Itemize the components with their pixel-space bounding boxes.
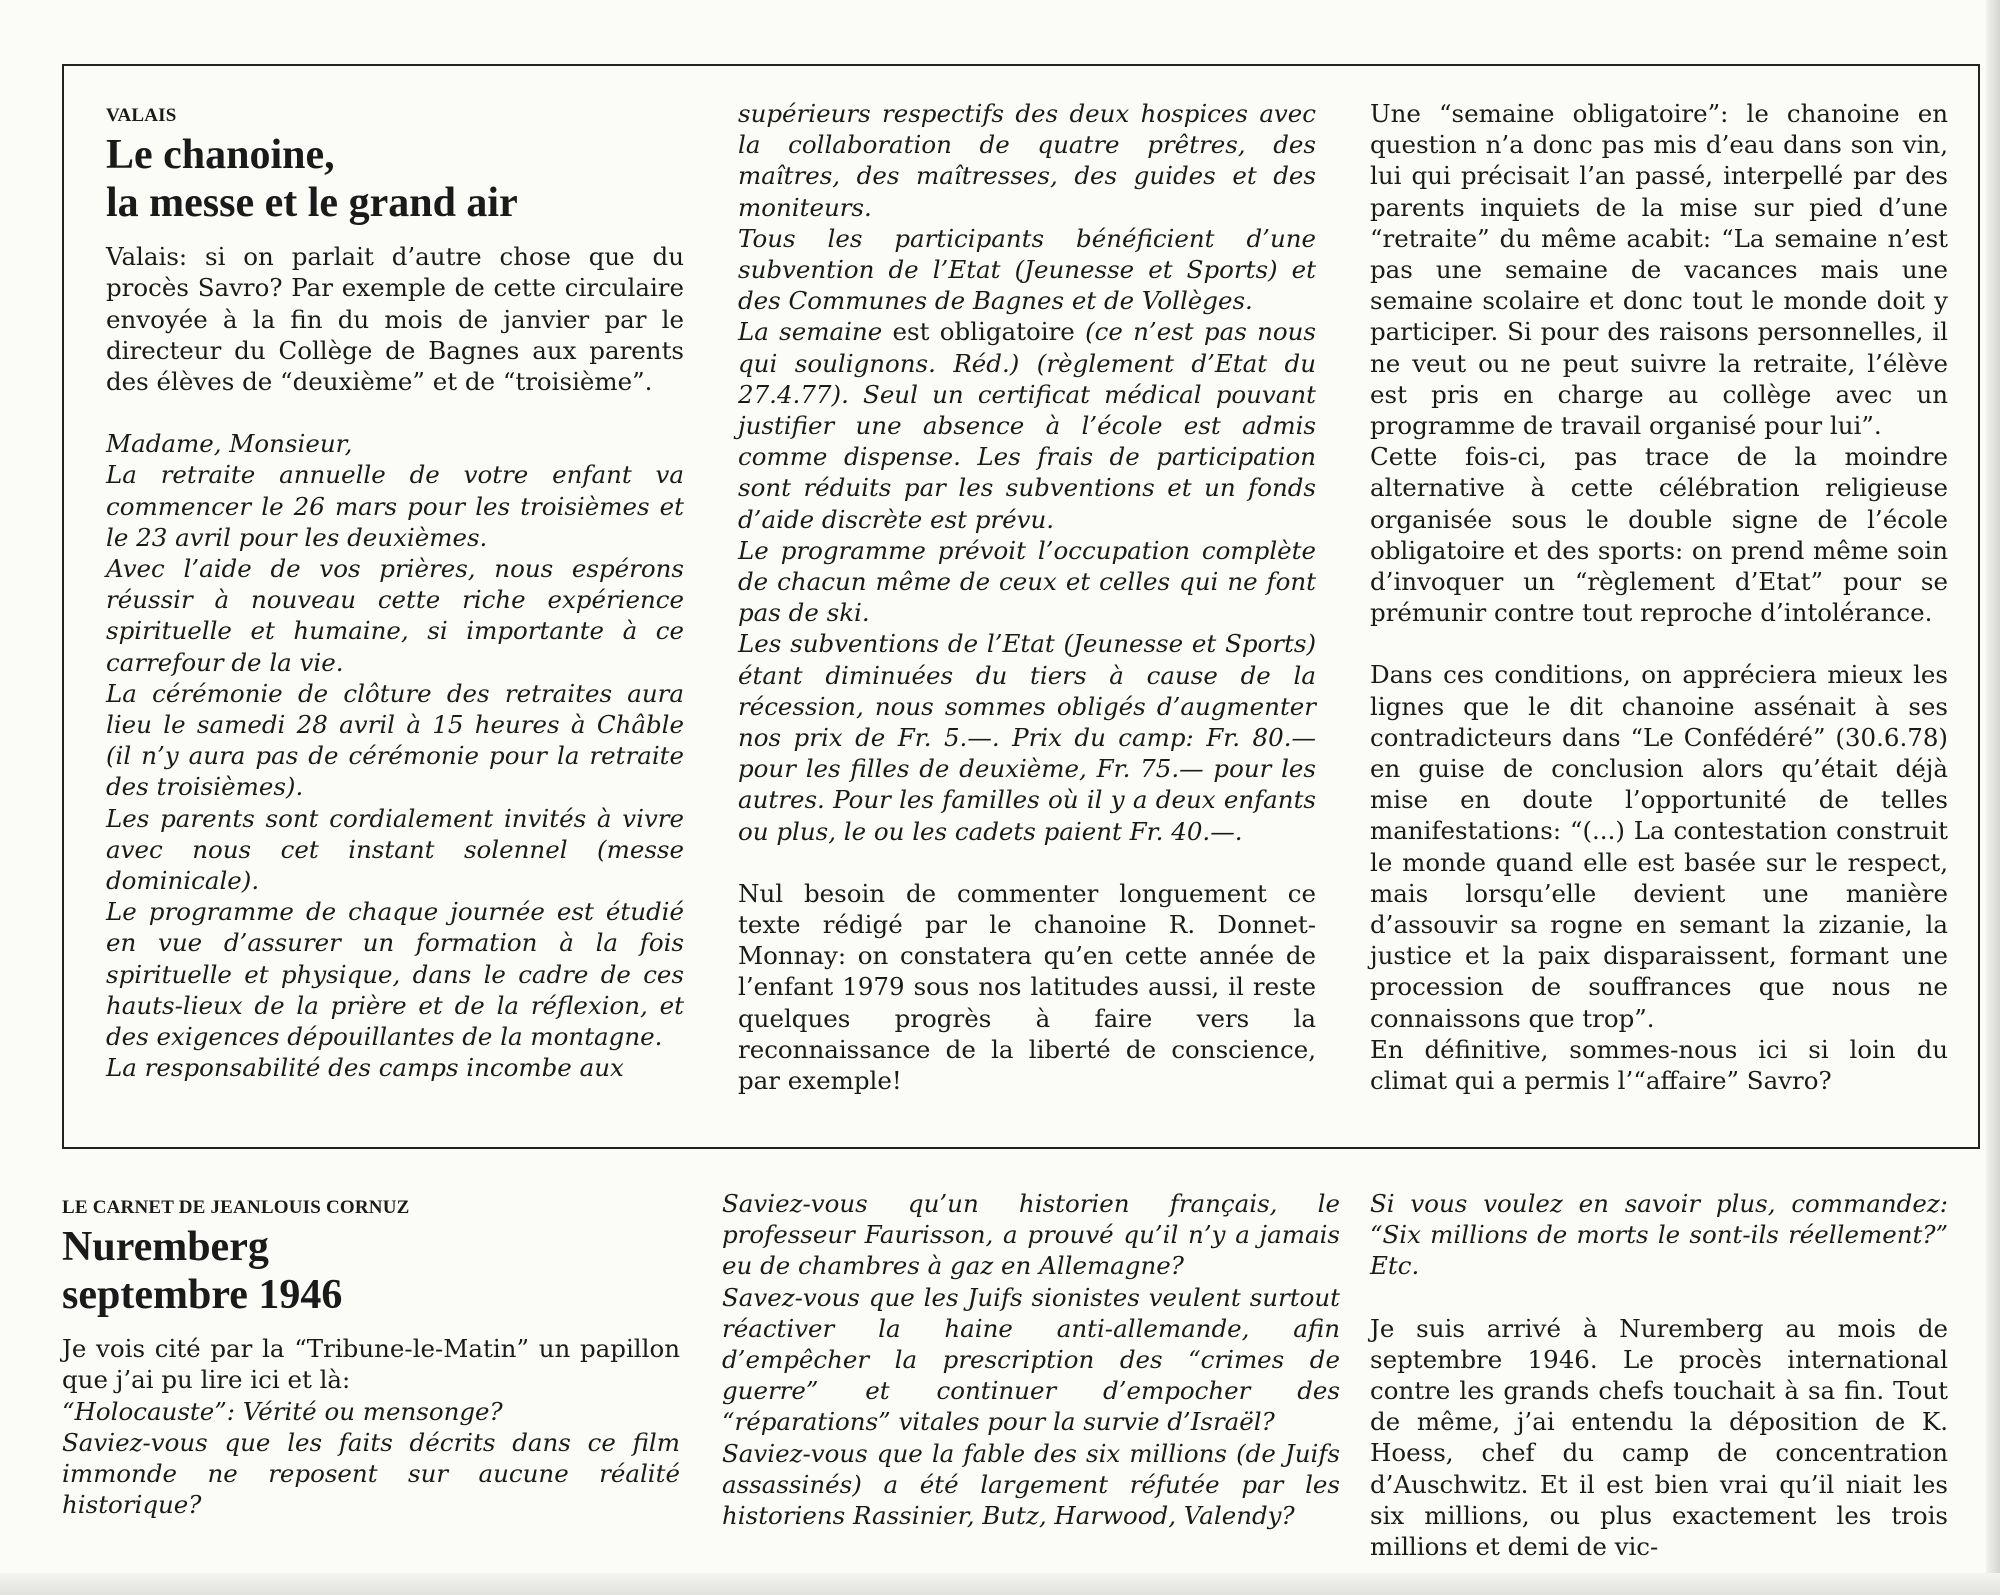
article1-headline bbox=[106, 131, 684, 227]
leaflet-quote: Saviez-vous qu’un historien français, le professeur Faurisson, a prouvé qu’il n’y a jamais eu de chambres à gaz en Allemagne? bbox=[722, 1189, 1340, 1281]
letter-paragraph: La responsabilité des camps incombe aux bbox=[106, 1053, 624, 1083]
article2-kicker: LE CARNET DE JEANLOUIS CORNUZ bbox=[62, 1197, 410, 1218]
article1-column-3 bbox=[1370, 98, 1948, 1096]
emphasis-italic: La semaine bbox=[738, 317, 883, 347]
emphasis-italic: (ce n’est pas nous qui soulignons. Réd.) (règlement d’Etat du 27.4.77). Seul un certificat médical pouvant justifier une absence à l’école est admis comme dispense. Les frais de participation sont réduits par les subventions et un fonds d’aide discrète est prévu. bbox=[738, 317, 1316, 534]
article1-column-1 bbox=[106, 100, 684, 1083]
article1-kicker: VALAIS bbox=[106, 105, 177, 126]
article1-headline-line2: la messe et le grand air bbox=[106, 180, 518, 227]
letter-paragraph: La cérémonie de clôture des retraites aura lieu le samedi 28 avril à 15 heures à Châble (il n’y aura pas de cérémonie pour la retraite des troisièmes). bbox=[106, 678, 684, 802]
leaflet-quote: Savez-vous que les Juifs sionistes veulent surtout réactiver la haine anti-allemande, afin d’empêcher la prescription des “crimes de guerre” et continuer d’empocher des “réparations” vitales pour la survie d’Israël? bbox=[722, 1282, 1340, 1437]
leaflet-quote: Saviez-vous que les faits décrits dans ce film immonde ne reposent sur aucune réalité historique? bbox=[62, 1427, 680, 1520]
article2-headline-line2: septembre 1946 bbox=[62, 1272, 343, 1319]
commentary-paragraph: Cette fois-ci, pas trace de la moindre alternative à cette célébration religieuse organisée sous le double signe de l’école obligatoire et des sports: on prend même soin d’invoquer un “règlement d’Etat” pour se prémunir contre tout reproche d’intolérance. bbox=[1370, 442, 1948, 628]
article2-headline-line1: Nuremberg bbox=[62, 1224, 269, 1271]
page-bottom-edge bbox=[0, 1573, 2000, 1595]
commentary-paragraph: Dans ces conditions, on appréciera mieux les lignes que le dit chanoine assénait à ses contradicteurs dans “Le Confédéré” (30.6.78) en guise de conclusion alors qu’était déjà mise en doute l’opportunité de telles manifestations: “(...) La contestation construit le monde quand elle est basée sur le respect, mais lorsqu’elle devient une manière d’assouvir sa rogne en semant la zizanie, la justice et la paix disparaissent, formant une procession de souffrances que nous ne connaissons que trop”. bbox=[1370, 660, 1948, 1033]
article2-column-3 bbox=[1370, 1188, 1948, 1562]
letter-paragraph: Tous les participants bénéficient d’une subvention de l’Etat (Jeunesse et Sports) et des Communes de Bagnes et de Vollèges. bbox=[738, 223, 1316, 316]
article2-column-2 bbox=[722, 1188, 1340, 1531]
letter-paragraph: Les parents sont cordialement invités à vivre avec nous cet instant solennel (messe dominicale). bbox=[106, 803, 684, 896]
article1-intro: Valais: si on parlait d’autre chose que du procès Savro? Par exemple de cette circulaire envoyée à la fin du mois de janvier par le directeur du Collège de Bagnes aux parents des élèves de “deuxième” et de “troisième”. bbox=[106, 242, 684, 397]
article1-headline-line1: Le chanoine, bbox=[106, 132, 335, 179]
letter-paragraph: Le programme de chaque journée est étudié en vue d’assurer un formation à la fois spirituelle et physique, dans le cadre de ces hauts-lieux de la prière et de la réflexion, et des exigences dépouillantes de la montagne. bbox=[106, 897, 684, 1052]
letter-paragraph: supérieurs respectifs des deux hospices avec la collaboration de quatre prêtres, des maîtres, des maîtresses, des guides et des moniteurs. bbox=[738, 99, 1316, 222]
article2-body-paragraph: Je suis arrivé à Nuremberg au mois de septembre 1946. Le procès international contre les grands chefs touchait à sa fin. Tout de même, j’ai entendu la déposition de K. Hoess, chef du camp de concentration d’Auschwitz. Et il est bien vrai qu’il niait les six millions, ou plus exactement les trois millions et demi de vic- bbox=[1370, 1313, 1948, 1562]
page-edge-shadow bbox=[1986, 0, 2000, 1595]
letter-paragraph: La retraite annuelle de votre enfant va commencer le 26 mars pour les troisièmes et le 23 avril pour les deuxièmes. bbox=[106, 460, 684, 552]
letter-paragraph: Avec l’aide de vos prières, nous espérons réussir à nouveau cette riche expérience spirituelle et humaine, si importante à ce carrefour de la vie. bbox=[106, 554, 684, 677]
article1-column-2 bbox=[738, 98, 1316, 1096]
article2-headline bbox=[62, 1223, 680, 1319]
commentary-paragraph: Une “semaine obligatoire”: le chanoine en question n’a donc pas mis d’eau dans son vin, lui qui précisait l’an passé, interpellé par des parents inquiets de la mise sur pied d’une “retraite” du même acabit: “La semaine n’est pas une semaine de vacances mais une semaine scolaire et donc tout le monde doit y participer. Si pour des raisons personnelles, il ne veut ou ne peut suivre la retraite, l’élève est pris en charge au collège avec un programme de travail organisé pour lui”. bbox=[1370, 99, 1948, 441]
letter-paragraph: Les subventions de l’Etat (Jeunesse et Sports) étant diminuées du tiers à cause de la récession, nous sommes obligés d’augmenter nos prix de Fr. 5.—. Prix du camp: Fr. 80.— pour les filles de deuxième, Fr. 75.— pour les autres. Pour les familles où il y a deux enfants ou plus, le ou les cadets paient Fr. 40.—. bbox=[738, 629, 1316, 846]
letter-salutation: Madame, Monsieur, bbox=[106, 429, 353, 459]
letter-paragraph-emphasis bbox=[738, 316, 1316, 534]
commentary-paragraph: Nul besoin de commenter longuement ce texte rédigé par le chanoine R. Donnet-Monnay: on constatera qu’en cette année de l’enfant 1979 sous nos latitudes aussi, il reste quelques progrès à faire vers la reconnaissance de la liberté de conscience, par exemple! bbox=[738, 878, 1316, 1096]
leaflet-quote: Si vous voulez en savoir plus, commandez: “Six millions de morts le sont-ils réellement?” Etc. bbox=[1370, 1189, 1948, 1281]
emphasis-roman: est obligatoire bbox=[882, 317, 1086, 347]
commentary-paragraph: En définitive, sommes-nous ici si loin du climat qui a permis l’“affaire” Savro? bbox=[1370, 1034, 1948, 1096]
letter-paragraph: Le programme prévoit l’occupation complète de chacun même de ceux et celles qui ne font pas de ski. bbox=[738, 535, 1316, 628]
article2-column-1 bbox=[62, 1192, 680, 1520]
leaflet-quote: “Holocauste”: Vérité ou mensonge? bbox=[62, 1396, 503, 1426]
article2-intro: Je vois cité par la “Tribune-le-Matin” un papillon que j’ai pu lire ici et là: bbox=[62, 1334, 680, 1395]
leaflet-quote: Saviez-vous que la fable des six millions (de Juifs assassinés) a été largement réfutée par les historiens Rassinier, Butz, Harwood, Valendy? bbox=[722, 1438, 1340, 1531]
